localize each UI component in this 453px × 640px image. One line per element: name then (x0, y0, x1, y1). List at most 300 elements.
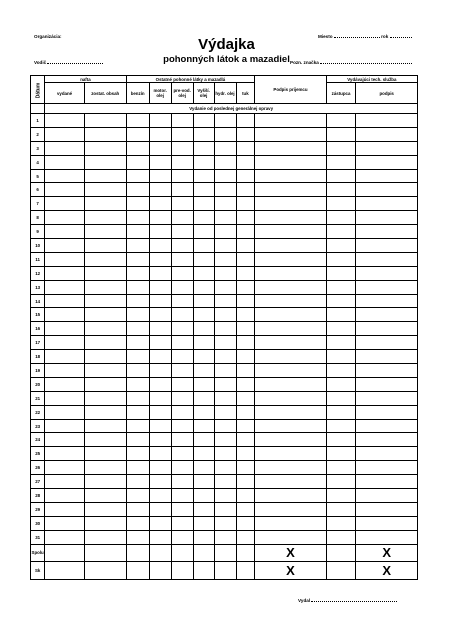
entry-cell[interactable] (45, 419, 85, 433)
entry-cell[interactable] (84, 391, 126, 405)
entry-cell[interactable] (193, 183, 214, 197)
entry-cell[interactable] (236, 516, 255, 530)
entry-cell[interactable] (214, 197, 236, 211)
entry-cell[interactable] (149, 155, 171, 169)
entry-cell[interactable] (214, 530, 236, 544)
entry-cell[interactable] (326, 419, 356, 433)
entry-cell[interactable] (149, 544, 171, 562)
entry-cell[interactable] (236, 475, 255, 489)
entry-cell[interactable] (356, 183, 418, 197)
entry-cell[interactable] (356, 405, 418, 419)
entry-cell[interactable] (214, 475, 236, 489)
entry-cell[interactable] (45, 127, 85, 141)
entry-cell[interactable] (45, 239, 85, 253)
entry-cell[interactable] (193, 377, 214, 391)
entry-cell[interactable] (214, 280, 236, 294)
entry-cell[interactable] (126, 169, 149, 183)
entry-cell[interactable] (171, 447, 193, 461)
entry-cell[interactable] (149, 197, 171, 211)
entry-cell[interactable] (214, 155, 236, 169)
entry-cell[interactable] (326, 183, 356, 197)
entry-cell[interactable] (255, 183, 326, 197)
entry-cell[interactable] (149, 294, 171, 308)
entry-cell[interactable] (126, 364, 149, 378)
entry-cell[interactable] (149, 280, 171, 294)
entry-cell[interactable] (236, 294, 255, 308)
entry-cell[interactable] (236, 433, 255, 447)
entry-cell[interactable] (171, 280, 193, 294)
entry-cell[interactable] (326, 155, 356, 169)
entry-cell[interactable] (193, 433, 214, 447)
entry-cell[interactable] (214, 405, 236, 419)
entry-cell[interactable] (236, 502, 255, 516)
entry-cell[interactable] (236, 141, 255, 155)
entry-cell[interactable] (214, 294, 236, 308)
entry-cell[interactable] (126, 239, 149, 253)
entry-cell[interactable] (236, 544, 255, 562)
entry-cell[interactable] (356, 294, 418, 308)
entry-cell[interactable] (255, 447, 326, 461)
entry-cell[interactable] (84, 266, 126, 280)
entry-cell[interactable] (171, 197, 193, 211)
entry-cell[interactable] (45, 280, 85, 294)
entry-cell[interactable] (326, 225, 356, 239)
entry-cell[interactable] (171, 239, 193, 253)
entry-cell[interactable] (84, 433, 126, 447)
entry-cell[interactable] (214, 239, 236, 253)
entry-cell[interactable] (84, 183, 126, 197)
entry-cell[interactable] (149, 336, 171, 350)
entry-cell[interactable] (214, 391, 236, 405)
entry-cell[interactable] (236, 489, 255, 503)
entry-cell[interactable] (171, 308, 193, 322)
entry-cell[interactable] (193, 280, 214, 294)
entry-cell[interactable] (45, 516, 85, 530)
entry-cell[interactable] (84, 239, 126, 253)
entry-cell[interactable] (45, 322, 85, 336)
entry-cell[interactable] (45, 562, 85, 580)
entry-cell[interactable] (171, 322, 193, 336)
entry-cell[interactable] (255, 336, 326, 350)
entry-cell[interactable] (126, 530, 149, 544)
entry-cell[interactable] (356, 364, 418, 378)
entry-cell[interactable] (126, 211, 149, 225)
entry-cell[interactable] (126, 489, 149, 503)
entry-cell[interactable] (236, 127, 255, 141)
entry-cell[interactable] (171, 252, 193, 266)
entry-cell[interactable] (214, 336, 236, 350)
entry-cell[interactable] (326, 336, 356, 350)
entry-cell[interactable] (356, 169, 418, 183)
entry-cell[interactable] (149, 562, 171, 580)
entry-cell[interactable] (255, 405, 326, 419)
entry-cell[interactable] (171, 350, 193, 364)
entry-cell[interactable] (84, 502, 126, 516)
entry-cell[interactable] (356, 419, 418, 433)
entry-cell[interactable] (193, 239, 214, 253)
entry-cell[interactable] (356, 280, 418, 294)
entry-cell[interactable] (126, 183, 149, 197)
entry-cell[interactable] (126, 336, 149, 350)
entry-cell[interactable] (236, 530, 255, 544)
entry-cell[interactable] (255, 211, 326, 225)
entry-cell[interactable] (236, 197, 255, 211)
entry-cell[interactable] (255, 364, 326, 378)
entry-cell[interactable] (193, 419, 214, 433)
entry-cell[interactable] (45, 530, 85, 544)
entry-cell[interactable] (255, 475, 326, 489)
entry-cell[interactable] (126, 141, 149, 155)
entry-cell[interactable] (126, 447, 149, 461)
entry-cell[interactable] (193, 544, 214, 562)
entry-cell[interactable] (45, 502, 85, 516)
entry-cell[interactable] (236, 252, 255, 266)
entry-cell[interactable] (326, 114, 356, 128)
entry-cell[interactable] (236, 391, 255, 405)
entry-cell[interactable] (45, 364, 85, 378)
entry-cell[interactable] (356, 516, 418, 530)
entry-cell[interactable] (356, 447, 418, 461)
entry-cell[interactable] (149, 475, 171, 489)
entry-cell[interactable] (45, 266, 85, 280)
entry-cell[interactable] (214, 364, 236, 378)
entry-cell[interactable] (356, 266, 418, 280)
entry-cell[interactable] (149, 405, 171, 419)
entry-cell[interactable] (326, 461, 356, 475)
entry-cell[interactable] (236, 169, 255, 183)
entry-cell[interactable] (193, 169, 214, 183)
entry-cell[interactable] (255, 461, 326, 475)
entry-cell[interactable] (171, 530, 193, 544)
entry-cell[interactable] (193, 562, 214, 580)
entry-cell[interactable] (214, 502, 236, 516)
entry-cell[interactable] (193, 489, 214, 503)
entry-cell[interactable] (356, 336, 418, 350)
entry-cell[interactable] (255, 322, 326, 336)
entry-cell[interactable] (84, 197, 126, 211)
entry-cell[interactable] (84, 377, 126, 391)
entry-cell[interactable] (149, 141, 171, 155)
entry-cell[interactable] (84, 530, 126, 544)
entry-cell[interactable] (326, 391, 356, 405)
entry-cell[interactable] (326, 544, 356, 562)
entry-cell[interactable] (255, 155, 326, 169)
entry-cell[interactable] (149, 169, 171, 183)
entry-cell[interactable] (193, 336, 214, 350)
entry-cell[interactable] (149, 461, 171, 475)
entry-cell[interactable] (84, 308, 126, 322)
entry-cell[interactable] (236, 350, 255, 364)
entry-cell[interactable] (214, 433, 236, 447)
entry-cell[interactable] (45, 350, 85, 364)
entry-cell[interactable] (193, 516, 214, 530)
entry-cell[interactable] (214, 562, 236, 580)
entry-cell[interactable] (236, 280, 255, 294)
entry-cell[interactable] (326, 266, 356, 280)
entry-cell[interactable] (255, 225, 326, 239)
entry-cell[interactable] (126, 350, 149, 364)
entry-cell[interactable] (193, 405, 214, 419)
entry-cell[interactable] (45, 433, 85, 447)
entry-cell[interactable] (236, 377, 255, 391)
entry-cell[interactable] (326, 239, 356, 253)
entry-cell[interactable] (356, 197, 418, 211)
entry-cell[interactable] (149, 225, 171, 239)
entry-cell[interactable] (149, 447, 171, 461)
entry-cell[interactable] (45, 169, 85, 183)
entry-cell[interactable] (326, 211, 356, 225)
entry-cell[interactable] (45, 391, 85, 405)
entry-cell[interactable] (171, 475, 193, 489)
entry-cell[interactable] (126, 114, 149, 128)
entry-cell[interactable] (236, 239, 255, 253)
entry-cell[interactable] (149, 364, 171, 378)
entry-cell[interactable] (126, 419, 149, 433)
entry-cell[interactable] (214, 114, 236, 128)
entry-cell[interactable] (126, 377, 149, 391)
entry-cell[interactable] (214, 211, 236, 225)
entry-cell[interactable] (326, 530, 356, 544)
entry-cell[interactable] (356, 433, 418, 447)
entry-cell[interactable] (149, 516, 171, 530)
entry-cell[interactable] (126, 461, 149, 475)
entry-cell[interactable] (255, 252, 326, 266)
entry-cell[interactable] (45, 155, 85, 169)
entry-cell[interactable] (171, 405, 193, 419)
entry-cell[interactable] (171, 155, 193, 169)
entry-cell[interactable] (149, 433, 171, 447)
entry-cell[interactable] (236, 562, 255, 580)
entry-cell[interactable] (45, 544, 85, 562)
entry-cell[interactable] (45, 183, 85, 197)
entry-cell[interactable] (326, 127, 356, 141)
entry-cell[interactable] (356, 308, 418, 322)
entry-cell[interactable] (356, 502, 418, 516)
entry-cell[interactable] (255, 377, 326, 391)
entry-cell[interactable] (45, 377, 85, 391)
entry-cell[interactable] (84, 475, 126, 489)
entry-cell[interactable] (84, 114, 126, 128)
entry-cell[interactable] (84, 294, 126, 308)
entry-cell[interactable] (171, 391, 193, 405)
entry-cell[interactable] (171, 114, 193, 128)
entry-cell[interactable] (171, 419, 193, 433)
entry-cell[interactable] (356, 530, 418, 544)
entry-cell[interactable] (149, 266, 171, 280)
entry-cell[interactable] (255, 433, 326, 447)
entry-cell[interactable] (126, 433, 149, 447)
entry-cell[interactable] (356, 239, 418, 253)
entry-cell[interactable] (193, 350, 214, 364)
entry-cell[interactable] (171, 489, 193, 503)
entry-cell[interactable] (45, 447, 85, 461)
entry-cell[interactable] (236, 405, 255, 419)
entry-cell[interactable] (126, 322, 149, 336)
entry-cell[interactable] (193, 225, 214, 239)
entry-cell[interactable] (326, 516, 356, 530)
entry-cell[interactable] (236, 225, 255, 239)
entry-cell[interactable] (84, 364, 126, 378)
entry-cell[interactable] (171, 127, 193, 141)
entry-cell[interactable] (84, 252, 126, 266)
entry-cell[interactable] (214, 266, 236, 280)
entry-cell[interactable] (356, 475, 418, 489)
entry-cell[interactable] (193, 391, 214, 405)
entry-cell[interactable] (84, 127, 126, 141)
entry-cell[interactable] (126, 197, 149, 211)
entry-cell[interactable] (236, 155, 255, 169)
entry-cell[interactable] (214, 544, 236, 562)
entry-cell[interactable] (326, 489, 356, 503)
entry-cell[interactable] (214, 377, 236, 391)
entry-cell[interactable] (255, 530, 326, 544)
entry-cell[interactable] (171, 294, 193, 308)
entry-cell[interactable] (126, 562, 149, 580)
entry-cell[interactable] (45, 211, 85, 225)
entry-cell[interactable] (45, 461, 85, 475)
entry-cell[interactable] (193, 447, 214, 461)
entry-cell[interactable] (84, 562, 126, 580)
entry-cell[interactable] (149, 322, 171, 336)
entry-cell[interactable] (326, 475, 356, 489)
entry-cell[interactable] (126, 502, 149, 516)
entry-cell[interactable] (45, 475, 85, 489)
entry-cell[interactable] (171, 562, 193, 580)
entry-cell[interactable] (171, 169, 193, 183)
entry-cell[interactable] (149, 419, 171, 433)
entry-cell[interactable] (326, 377, 356, 391)
entry-cell[interactable] (255, 266, 326, 280)
entry-cell[interactable] (326, 294, 356, 308)
entry-cell[interactable] (84, 405, 126, 419)
entry-cell[interactable] (193, 141, 214, 155)
entry-cell[interactable] (356, 350, 418, 364)
entry-cell[interactable] (84, 141, 126, 155)
entry-cell[interactable] (45, 197, 85, 211)
entry-cell[interactable] (236, 114, 255, 128)
entry-cell[interactable] (84, 489, 126, 503)
entry-cell[interactable] (149, 252, 171, 266)
entry-cell[interactable] (149, 183, 171, 197)
entry-cell[interactable] (255, 169, 326, 183)
entry-cell[interactable] (171, 364, 193, 378)
entry-cell[interactable] (326, 280, 356, 294)
entry-cell[interactable] (193, 127, 214, 141)
entry-cell[interactable] (149, 127, 171, 141)
entry-cell[interactable] (171, 377, 193, 391)
entry-cell[interactable] (255, 489, 326, 503)
entry-cell[interactable] (255, 294, 326, 308)
entry-cell[interactable] (84, 322, 126, 336)
entry-cell[interactable] (214, 516, 236, 530)
entry-cell[interactable] (171, 544, 193, 562)
entry-cell[interactable] (171, 266, 193, 280)
entry-cell[interactable] (84, 280, 126, 294)
entry-cell[interactable] (356, 114, 418, 128)
entry-cell[interactable] (84, 225, 126, 239)
entry-cell[interactable] (126, 544, 149, 562)
entry-cell[interactable] (236, 364, 255, 378)
entry-cell[interactable] (214, 322, 236, 336)
entry-cell[interactable] (45, 141, 85, 155)
entry-cell[interactable] (356, 322, 418, 336)
entry-cell[interactable] (45, 308, 85, 322)
entry-cell[interactable] (84, 516, 126, 530)
entry-cell[interactable] (326, 308, 356, 322)
entry-cell[interactable] (84, 350, 126, 364)
entry-cell[interactable] (149, 350, 171, 364)
entry-cell[interactable] (356, 377, 418, 391)
entry-cell[interactable] (214, 225, 236, 239)
entry-cell[interactable] (255, 141, 326, 155)
entry-cell[interactable] (45, 252, 85, 266)
entry-cell[interactable] (326, 433, 356, 447)
entry-cell[interactable] (214, 461, 236, 475)
entry-cell[interactable] (214, 252, 236, 266)
entry-cell[interactable] (214, 489, 236, 503)
entry-cell[interactable] (236, 183, 255, 197)
entry-cell[interactable] (171, 141, 193, 155)
entry-cell[interactable] (236, 336, 255, 350)
entry-cell[interactable] (255, 239, 326, 253)
plate-dotline[interactable] (320, 63, 412, 64)
entry-cell[interactable] (171, 183, 193, 197)
entry-cell[interactable] (171, 336, 193, 350)
entry-cell[interactable] (84, 544, 126, 562)
entry-cell[interactable] (171, 461, 193, 475)
entry-cell[interactable] (193, 155, 214, 169)
entry-cell[interactable] (255, 391, 326, 405)
entry-cell[interactable] (126, 294, 149, 308)
entry-cell[interactable] (149, 308, 171, 322)
entry-cell[interactable] (149, 377, 171, 391)
entry-cell[interactable] (45, 489, 85, 503)
entry-cell[interactable] (193, 114, 214, 128)
entry-cell[interactable] (236, 211, 255, 225)
entry-cell[interactable] (45, 114, 85, 128)
entry-cell[interactable] (126, 516, 149, 530)
entry-cell[interactable] (126, 308, 149, 322)
entry-cell[interactable] (193, 211, 214, 225)
entry-cell[interactable] (126, 266, 149, 280)
entry-cell[interactable] (356, 252, 418, 266)
entry-cell[interactable] (126, 391, 149, 405)
entry-cell[interactable] (326, 405, 356, 419)
entry-cell[interactable] (126, 280, 149, 294)
entry-cell[interactable] (214, 447, 236, 461)
entry-cell[interactable] (149, 114, 171, 128)
entry-cell[interactable] (193, 308, 214, 322)
entry-cell[interactable] (214, 141, 236, 155)
entry-cell[interactable] (326, 197, 356, 211)
entry-cell[interactable] (84, 419, 126, 433)
entry-cell[interactable] (326, 322, 356, 336)
entry-cell[interactable] (126, 475, 149, 489)
entry-cell[interactable] (255, 419, 326, 433)
entry-cell[interactable] (356, 127, 418, 141)
entry-cell[interactable] (126, 405, 149, 419)
entry-cell[interactable] (236, 419, 255, 433)
entry-cell[interactable] (171, 516, 193, 530)
entry-cell[interactable] (193, 252, 214, 266)
entry-cell[interactable] (356, 211, 418, 225)
entry-cell[interactable] (193, 475, 214, 489)
entry-cell[interactable] (84, 155, 126, 169)
entry-cell[interactable] (84, 447, 126, 461)
entry-cell[interactable] (84, 169, 126, 183)
entry-cell[interactable] (326, 350, 356, 364)
entry-cell[interactable] (193, 461, 214, 475)
